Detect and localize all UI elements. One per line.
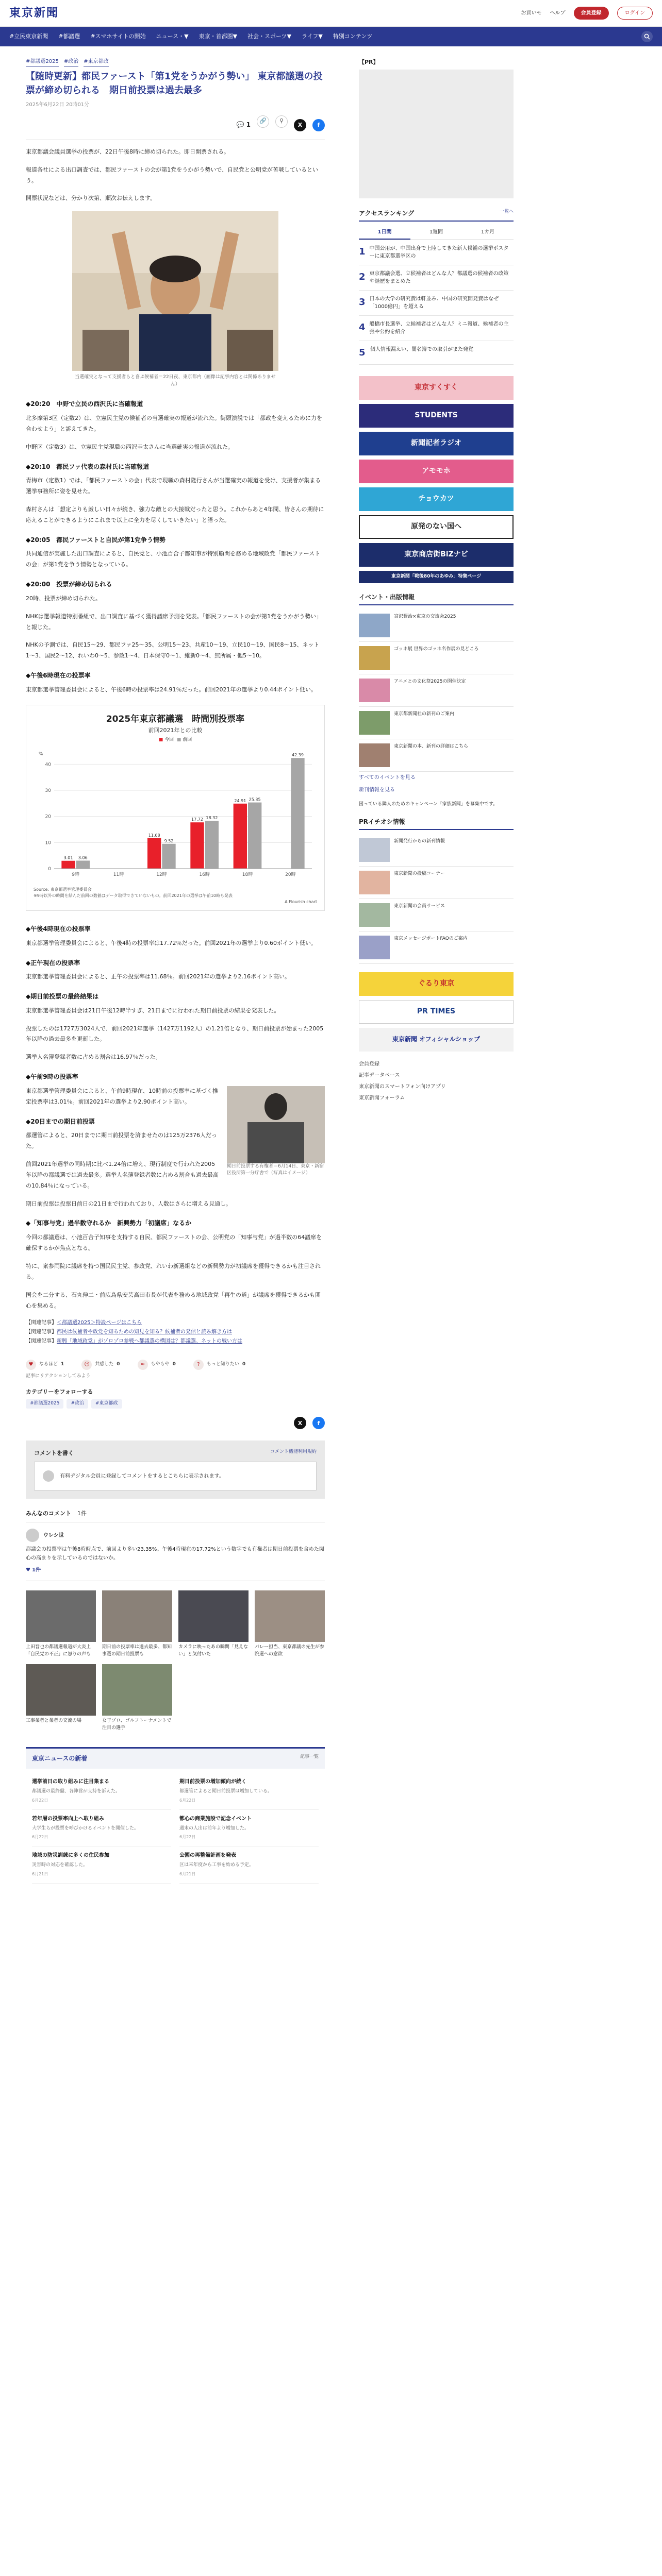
banner[interactable]: STUDENTS (359, 404, 514, 428)
search-icon[interactable] (641, 31, 653, 42)
facebook-share-icon[interactable]: f (312, 1417, 325, 1429)
news-item-title: 選挙前日の取り組みに注目集まる (32, 1779, 109, 1785)
section-heading: ◆午前9時の投票率 (26, 1073, 78, 1081)
event-thumb (359, 646, 390, 670)
paragraph: 前回2021年選挙の同時期に比べ1.24倍に増え、現行制度で行われた2005年以降の都議選では過去最多。選挙人名簿登録者数に占める割合も過去最高の10.84％になっている。 (26, 1160, 219, 1189)
reaction-count: 1 (61, 1362, 64, 1367)
news-item-title: 都心の商業施設で記念イベント (179, 1816, 252, 1822)
x-share-icon[interactable]: X (294, 119, 306, 131)
chart-title: 2025年東京都議選 時間別投票率 (106, 714, 245, 724)
side-photo-block (227, 1086, 325, 1199)
related-links (26, 1318, 325, 1346)
ranking-box (359, 209, 514, 365)
x-tick-label: 18時 (242, 872, 253, 877)
reaction-moyamoya[interactable] (138, 1360, 176, 1370)
news-item[interactable] (179, 1810, 319, 1847)
rank-title: 船橋市長選挙、立候補者はどんな人？ミニ報道、候補者の主張や公約を紹介 (369, 321, 509, 335)
recommend-title: 上田晋也の都議選報道が大炎上「自民党の不正」に怒りの声も (26, 1645, 91, 1657)
turnout-chart (26, 705, 325, 911)
section-heading: ◆「知事与党」過半数守れるか 新興勢力「初議席」なるか (26, 1219, 192, 1227)
recommend-image (255, 1590, 325, 1642)
news-list (26, 1769, 325, 1888)
avatar-icon (26, 1529, 39, 1542)
recommend-title: バレー担当、東京都議の先生が参院選への意欲 (255, 1645, 325, 1657)
event-thumb (359, 743, 390, 767)
news-item[interactable] (32, 1810, 171, 1847)
voting-photo (227, 1086, 325, 1163)
event-thumb (359, 679, 390, 702)
data-label: 11.68 (148, 833, 160, 838)
event-item[interactable] (359, 674, 514, 707)
event-box (359, 592, 514, 808)
pr-title: 新聞発行からの新刊情報 (394, 838, 445, 844)
login-button[interactable]: ログイン (617, 7, 653, 20)
news-item-body: 災害時の対応を確認した。 (32, 1862, 88, 1868)
news-item-body: 大学生らが投票を呼びかけるイベントを開催した。 (32, 1825, 139, 1831)
paragraph: 国会を二分する、石丸伸二・前広島県安芸高田市長が代表を務める地域政党「再生の道」が議席を獲得できるかも関心を集める。 (26, 1291, 321, 1309)
paragraph: 投票したのは1727万3024人で、前回2021年選挙（1427万1192人）の1.21倍となり、期日前投票が始まった2005年以降の過去最多を更新した。 (26, 1025, 324, 1043)
related-label: 【関連記事】 (26, 1338, 57, 1345)
comment-login-text: 有料デジタル会員に登録してコメントをするとこちらに表示されます。 (60, 1473, 224, 1480)
chart-bar-previous (291, 758, 304, 869)
y-tick-label: 0 (48, 867, 51, 872)
event-title: 東京新聞の本、新刊の詳細はこちら (394, 743, 469, 749)
paragraph: 東京都選挙管理委員会によると、正午の投票率は11.68％。前回2021年の選挙より2.16ポイント高い。 (26, 973, 290, 980)
facebook-share-icon[interactable]: f (312, 119, 325, 131)
comments-title-row (26, 1509, 325, 1518)
banner[interactable]: PR TIMES (359, 1000, 514, 1024)
chart-subtitle: 前回2021年との比較 (148, 727, 203, 734)
lead-photo (72, 211, 278, 371)
article-main (26, 58, 325, 1888)
x-share-icon[interactable]: X (294, 1417, 306, 1429)
news-item-body: 週末の人出は前年より増加した。 (179, 1825, 250, 1831)
reaction-icon: ☺ (81, 1360, 92, 1370)
side-info: 困っている隣人のためのキャンペーン「家族新聞」を募集中です。 (359, 801, 498, 807)
news-item-title: 地域の防災訓練に多くの住民参加 (32, 1853, 109, 1859)
comment-like[interactable]: ♥ 1件 (26, 1567, 41, 1573)
event-title: 宮沢賢治×東京の交流会2025 (394, 614, 456, 619)
bottom-banners (359, 972, 514, 1052)
ranking-item[interactable] (359, 316, 514, 341)
chart-bar-previous (162, 844, 175, 869)
nav-item-7[interactable]: ライフ▼ (302, 33, 323, 40)
rank-number: 2 (359, 272, 366, 283)
banner[interactable]: 東京新聞 オフィシャルショップ (359, 1028, 514, 1052)
comment-head-row (34, 1449, 317, 1458)
tab-1day[interactable]: 1日間 (359, 226, 410, 240)
comment-user-row (26, 1529, 325, 1542)
comments-count: 1件 (77, 1510, 87, 1517)
banner[interactable]: アモモホ (359, 460, 514, 483)
pr-box (359, 817, 514, 964)
reaction-icon: ♥ (26, 1360, 36, 1370)
recommend-image (178, 1590, 249, 1642)
chart-svg (34, 745, 317, 884)
event-title: アニメとの文化祭2025の開催決定 (394, 679, 466, 684)
chart-bar-current (234, 804, 247, 869)
split-block (26, 1086, 325, 1199)
data-label: 42.39 (292, 753, 304, 758)
comment-input[interactable] (34, 1462, 317, 1490)
news-item-body: 区は来年度から工事を始める予定。 (179, 1862, 254, 1868)
news-item-time: 6月22日 (32, 1798, 48, 1803)
rank-title: 日本の大学の研究費は軒並み、中国の研究開発費はなぜ「1000億円」を超える (369, 296, 499, 310)
recommend-card[interactable] (178, 1590, 249, 1658)
paragraph: 森村さんは「想定よりも厳しい日々が続き、強力な敵との大接戦だったと思う。これからあと4年間、皆さんの期待に応えることができるようにこれまで以上に全力を尽くしていきたい」と語った。 (26, 505, 324, 523)
event-header: イベント・出版情報 (359, 592, 514, 605)
related-link-2[interactable]: 都民は候補者や政党を知るための知見を知る？候補者の発信と読み解き方は (57, 1329, 232, 1335)
chart-legend: ■ 今回 ■ 前回 (158, 737, 192, 743)
event-item[interactable] (359, 609, 514, 642)
nav-item-6[interactable]: 社会・スポーツ▼ (247, 33, 292, 40)
related-label: 【関連記事】 (26, 1320, 57, 1326)
pr-thumb (359, 903, 390, 927)
bookmark-icon[interactable]: ⚲ (275, 115, 288, 128)
ranking-item[interactable] (359, 291, 514, 316)
section-heading: ◆期日前投票の最終結果は (26, 993, 99, 1001)
news-item-title: 公園の再整備計画を発表 (179, 1853, 236, 1859)
x-tick-label: 9時 (72, 872, 80, 877)
crumb-tag-1[interactable]: #都議選2025 (26, 58, 59, 66)
split-text (26, 1086, 219, 1199)
event-thumb (359, 711, 390, 735)
paragraph: 中野区（定数3）は、立憲民主党現職の西沢圭太さんに当選確実の報道が流れた。 (26, 443, 234, 450)
share-bar (26, 115, 325, 140)
paragraph: 特に、衆参両院に議席を持つ国民民主党、参政党、れいわ新選組などの新興勢力が初議席を獲得できるかも注目される。 (26, 1262, 321, 1280)
y-tick-label: 20 (45, 814, 51, 820)
nav-item-8[interactable]: 特別コンテンツ (333, 33, 373, 40)
header-actions (521, 7, 653, 20)
article-date: 2025年6月22日 20時01分 (26, 102, 90, 108)
related-link-3[interactable]: 新興「地域政党」がゾロゾロ参戦へ都議選の構図は？都議選、ネットの戦い方は (57, 1338, 242, 1345)
news-header (26, 1747, 325, 1769)
y-tick-label: 10 (45, 840, 51, 846)
nav-item-5[interactable]: 東京・首都圏▼ (198, 33, 238, 40)
paragraph: 東京都選挙管理委員会は21日午後12時半すぎ、21日までに行われた期日前投票の結果を発表した。 (26, 1007, 280, 1014)
x-tick-label: 12時 (156, 872, 167, 877)
article-title: 【随時更新】都民ファースト「第1党をうかがう勢い」 東京都議選の投票が締め切られる 期日前投票は過去最多 (26, 71, 323, 96)
x-tick-label: 20時 (285, 872, 296, 877)
news-item-body: 都議選の最終盤、各陣営が支持を訴えた。 (32, 1789, 121, 1794)
follow-label: カテゴリーをフォローする (26, 1388, 93, 1396)
pr-item[interactable] (359, 834, 514, 867)
reaction-naruhodo[interactable] (26, 1360, 64, 1370)
recommend-title: カメラに映ったあの瞬間「見えない」と気付いた (178, 1645, 249, 1657)
ranking-item[interactable] (359, 265, 514, 291)
tab-1month[interactable]: 1カ月 (481, 229, 495, 235)
reaction-bar (26, 1360, 325, 1370)
chart-bar-previous (248, 803, 261, 869)
banner[interactable]: 東京商店街BiZナビ (359, 543, 514, 567)
event-thumb (359, 614, 390, 637)
share-count: 1 (246, 121, 251, 129)
header-link-help[interactable]: ヘルプ (550, 10, 566, 16)
x-tick-label: 16時 (199, 872, 210, 877)
data-label: 9.52 (164, 838, 174, 843)
data-label: 18.32 (206, 816, 218, 821)
paragraph: 期日前投票は投票日前日の21日まで行われており、人数はさらに増える見通し。 (26, 1200, 231, 1207)
news-item-time: 6月21日 (32, 1871, 48, 1876)
data-label: 3.01 (63, 855, 73, 860)
nav-item-4[interactable]: ニュース・▼ (156, 33, 189, 40)
section-heading: ◆正午現在の投票率 (26, 959, 80, 967)
tab-1week[interactable]: 1週間 (429, 229, 443, 235)
legend-current: 今回 (164, 737, 174, 743)
content-wrap (0, 58, 662, 1888)
news-item-time: 6月22日 (179, 1835, 196, 1840)
event-title: 東京都新聞社の新刊のご案内 (394, 711, 455, 717)
crumb-tag-3[interactable]: #東京都政 (84, 58, 108, 66)
nav-item-2[interactable]: #都議選 (58, 33, 80, 40)
event-item[interactable] (359, 739, 514, 772)
news-item[interactable] (32, 1846, 171, 1884)
side-footer-link[interactable]: 記事データベース (359, 1072, 400, 1078)
chart-credit[interactable]: A Flourish chart (285, 900, 317, 905)
header-link-shop[interactable]: お買いモ (521, 10, 542, 16)
banner[interactable]: ぐるり東京 (359, 972, 514, 996)
banner-stack (359, 376, 514, 583)
paragraph: 今回の都議選は、小池百合子知事を支持する自民、都民ファーストの会、公明党の「知事与党」が過半数の64議席を確保するかが焦点となる。 (26, 1234, 322, 1251)
paragraph: 東京都選挙管理委員会によると、午後6時の投票率は24.91％だった。前回2021年の選挙より0.44ポイント低い。 (26, 686, 317, 693)
banner[interactable]: 東京すくすく (359, 376, 514, 400)
crumb-tag-2[interactable]: #政治 (64, 58, 78, 66)
breadcrumb (26, 58, 325, 66)
paragraph: 北多摩第3区（定数2）は、立憲民主党の候補者の当選確実の報道が流れた。街頭演説では「都政を変えるために力を合わせよう」と訴えてきた。 (26, 414, 322, 432)
recommend-image (102, 1664, 172, 1716)
news-section (26, 1747, 325, 1887)
comment-item (26, 1522, 325, 1581)
share-bar-bottom (26, 1417, 325, 1433)
chart-bar-current (190, 822, 204, 869)
recommend-title: 工事業者と業者の交流の場 (26, 1718, 82, 1724)
pr-thumb (359, 838, 390, 862)
section-heading: ◆20日までの期日前投票 (26, 1117, 95, 1125)
paragraph: NHKは選挙報道特別番組で、出口調査に基づく獲得議席予測を発表。「都民ファーストの会が第1党をうかがう勢い」と報じた。 (26, 613, 322, 631)
comment-head: コメントを書く (34, 1450, 74, 1457)
comment-user[interactable]: ウレシ世 (43, 1532, 64, 1538)
comment-box (26, 1440, 325, 1499)
paragraph: 青梅市（定数1）では、「都民ファーストの会」代表で現職の森村隆行さんが当選確実の報道を受け、支援者が集まる選挙事務所に姿を見せた。 (26, 477, 321, 495)
section-heading: ◆午後6時現在の投票率 (26, 672, 91, 680)
x-tick-label: 11時 (113, 872, 124, 877)
register-button[interactable]: 会員登録 (574, 7, 609, 20)
chart-source: Source: 東京都選挙管理委員会 (34, 887, 92, 892)
side-footer-link[interactable]: 東京新聞のスマートフォン向けアプリ (359, 1083, 446, 1090)
follow-tag[interactable]: #政治 (67, 1399, 88, 1409)
banner[interactable]: 原発のない国へ (359, 515, 514, 539)
rank-number: 4 (359, 322, 366, 333)
ranking-more[interactable]: 一覧へ (499, 209, 514, 215)
paragraph: 東京都議会議員選挙の投票が、22日午後8時に締め切られた。即日開票される。 (26, 148, 229, 155)
recommend-card[interactable] (102, 1664, 172, 1732)
ranking-item[interactable] (359, 341, 514, 365)
paragraph: 20時、投票が締め切られた。 (26, 595, 101, 602)
reaction-label: なるほど (39, 1362, 58, 1367)
site-logo[interactable]: 東京新聞 (9, 6, 59, 20)
reaction-count: 0 (242, 1362, 246, 1367)
reaction-icon: ? (193, 1360, 204, 1370)
section-heading: ◆午後4時現在の投票率 (26, 925, 91, 933)
recommend-card[interactable] (102, 1590, 172, 1658)
avatar-icon (43, 1470, 54, 1482)
news-item[interactable] (32, 1773, 171, 1810)
reaction-label: もっと知りたい (206, 1362, 239, 1367)
site-header (0, 0, 662, 27)
sidebar-ad[interactable] (359, 70, 514, 198)
paragraph: 東京都選挙管理委員会によると、午前9時現在、10時前の投票率に基づく推定投票率は3.01％。前回2021年の選挙より2.90ポイント高い。 (26, 1087, 218, 1105)
pr-title: 東京新聞の会員サービス (394, 903, 445, 909)
reaction-count: 0 (117, 1362, 120, 1367)
paragraph: 東京都選挙管理委員会によると、午後4時の投票率は17.72％だった。前回2021年の選挙より0.60ポイント低い。 (26, 939, 317, 946)
sidebar-pr-label: 【PR】 (359, 59, 379, 65)
comment-count-icon[interactable]: 💬 1 (236, 121, 251, 129)
chart-bar-current (147, 838, 161, 869)
news-item-time: 6月22日 (32, 1835, 48, 1840)
sidebar-footer-links (359, 1059, 514, 1104)
paragraph: 開票状況などは、分かり次第、順次お伝えします。 (26, 195, 156, 202)
pr-header: PRイチオシ情報 (359, 817, 514, 830)
rank-number: 1 (359, 246, 366, 258)
recommend-grid (26, 1590, 325, 1732)
paragraph: 共同通信が実施した出口調査によると、自民党と、小池百合子都知事が特別顧問を務める地域政党「都民ファーストの会」が第1党を争う情勢となっている。 (26, 550, 321, 568)
related-label: 【関連記事】 (26, 1329, 57, 1335)
recommend-card[interactable] (26, 1590, 96, 1658)
rank-title: 中国公用が、中国出身で上陸してきた新人候補の選挙ポスターに東京都選挙区の (369, 246, 509, 260)
nav-item-3[interactable]: #スマホサイトの開始 (90, 33, 146, 40)
pr-title: 東京新聞の投稿コーナー (394, 871, 445, 876)
section-heading: ◆20:00 投票が締め切られる (26, 581, 112, 588)
section-heading: ◆20:20 中野で立民の西沢氏に当確報道 (26, 400, 143, 408)
rank-title: 個人情報漏えい、闇名簿での取引がまた発覚 (370, 347, 473, 353)
reaction-hint: 記事にリアクションしてみよう (26, 1374, 91, 1379)
reaction-label: もやもや (151, 1362, 170, 1367)
follow-tag[interactable]: #東京都政 (91, 1399, 122, 1409)
comment-like-count: 1件 (32, 1567, 41, 1573)
recommend-image (26, 1664, 96, 1716)
comment-body: 都議会の投票率は午後8時時点で、前回より多い23.35%。午後4時現在の17.72%という数字でも有権者は期日前投票を含めた関心の高まりを示しているのではないか。 (26, 1547, 324, 1562)
news-item-title: 若年層の投票率向上へ取り組み (32, 1816, 104, 1822)
data-label: 24.91 (234, 798, 246, 803)
photo-caption: 当選確実となって支援者らと喜ぶ候補者＝22日夜、東京都内（画像は記事内容とは関係ありません） (75, 375, 276, 387)
pr-item[interactable] (359, 867, 514, 899)
reaction-motto[interactable] (193, 1360, 245, 1370)
comment-rules-link[interactable]: コメント機能利用規約 (270, 1449, 317, 1455)
news-item-time: 6月22日 (179, 1798, 196, 1803)
pr-thumb (359, 871, 390, 894)
data-label: 3.06 (78, 855, 88, 860)
section-heading: ◆20:10 都民ファ代表の森村氏に当確報道 (26, 463, 150, 470)
reaction-icon: ≈ (138, 1360, 148, 1370)
chart-note: ※9時以外の時間を結んだ前回の数値はデータ取得できていないもの。前回2021年の選挙は午前10時も発表 (34, 893, 233, 899)
event-item[interactable] (359, 707, 514, 739)
paragraph: 選挙人名簿登録者数に占める割合は16.97％だった。 (26, 1054, 161, 1061)
side-footer-link[interactable]: 東京新聞フォーラム (359, 1095, 405, 1101)
data-label: 17.72 (191, 817, 203, 822)
recommend-card[interactable] (26, 1664, 96, 1732)
chart-bar-previous (76, 860, 90, 869)
recommend-image (102, 1590, 172, 1642)
follow-tag[interactable]: #都議選2025 (26, 1399, 63, 1409)
related-link-1[interactable]: ＜都議選2025＞特設ページはこちら (57, 1320, 142, 1326)
reaction-label: 共感した (95, 1362, 114, 1367)
chart-bar-current (61, 861, 75, 869)
main-nav (0, 27, 662, 46)
link-icon[interactable]: 🔗 (257, 115, 269, 128)
news-item-body: 都選管によると期日前投票は増加している。 (179, 1789, 273, 1794)
chart-bar-previous (205, 821, 219, 869)
rank-number: 3 (359, 297, 366, 308)
banner[interactable]: チョウカツ (359, 487, 514, 511)
pr-item[interactable] (359, 899, 514, 931)
section-heading: ◆20:05 都民ファーストと自民が第1党争う情勢 (26, 536, 166, 544)
news-item[interactable] (179, 1773, 319, 1810)
rank-title: 東京都議会選、立候補者はどんな人？都議選の候補者の政策や経歴をまとめた (369, 271, 509, 285)
news-title: 東京ニュースの新着 (32, 1755, 88, 1762)
rank-number: 5 (359, 347, 366, 359)
comments-title: みんなのコメント (26, 1510, 71, 1517)
pr-title: 東京メッセージポートFAQのご案内 (394, 936, 468, 941)
follow-tags (26, 1399, 325, 1409)
event-title: ゴッホ展 世界のゴッホ名作展の見どころ (394, 646, 479, 652)
legend-previous: 前回 (183, 737, 192, 743)
nav-item-1[interactable]: #立民東京新聞 (9, 33, 48, 40)
event-item[interactable] (359, 642, 514, 674)
pr-thumb (359, 936, 390, 959)
y-axis-label: % (39, 752, 43, 757)
y-tick-label: 40 (45, 762, 51, 768)
y-tick-label: 30 (45, 788, 51, 793)
reaction-kyokan[interactable] (81, 1360, 120, 1370)
event-link[interactable]: 新刊情報を見る (359, 787, 395, 793)
pr-item[interactable] (359, 931, 514, 964)
paragraph: 報道各社による出口調査では、都民ファーストの会が第1党をうかがう勢いで、自民党と公明党が苦戦しているという。 (26, 166, 319, 184)
event-link[interactable]: すべてのイベントを見る (359, 774, 416, 781)
ranking-title: アクセスランキング (359, 210, 415, 217)
photo-caption: 期日前投票する有権者＝6月14日、東京・新宿区役所第一分庁舎で（写真はイメージ） (227, 1163, 324, 1176)
news-item[interactable] (179, 1846, 319, 1884)
recommend-card[interactable] (255, 1590, 325, 1658)
news-item-title: 期日前投票の増加傾向が続く (179, 1779, 246, 1785)
banner[interactable]: 新聞記者ラジオ (359, 432, 514, 455)
news-more-link[interactable]: 記事一覧 (300, 1754, 319, 1760)
data-label: 25.35 (249, 797, 261, 802)
recommend-title: 期日前の投票率は過去最多、都知事選の期日前投票も (102, 1645, 172, 1657)
banner[interactable]: 東京新聞「戦後80年のあゆみ」特集ページ (359, 571, 514, 583)
news-item-time: 6月21日 (179, 1871, 196, 1876)
recommend-title: 女子プロ、ゴルフトーナメントで注目の選手 (102, 1718, 172, 1731)
ranking-tabs (359, 226, 514, 241)
side-footer-link[interactable]: 会員登録 (359, 1061, 379, 1067)
ranking-header (359, 209, 514, 222)
ranking-item[interactable] (359, 240, 514, 265)
recommend-image (26, 1590, 96, 1642)
paragraph: NHKの予測では、自民15〜29、都民ファ25〜35、公明15〜23、共産10〜19、立民10〜19、国民8〜15、ネット1〜3、国民2〜12、れいわ0〜5、参政1〜4、日本保守0〜1、維新0〜4、無所属・他5〜10。 (26, 641, 320, 659)
sidebar (359, 58, 514, 1888)
reaction-count: 0 (172, 1362, 176, 1367)
paragraph: 都選管によると、20日までに期日前投票を済ませたのは125万2376人だった。 (26, 1132, 217, 1150)
